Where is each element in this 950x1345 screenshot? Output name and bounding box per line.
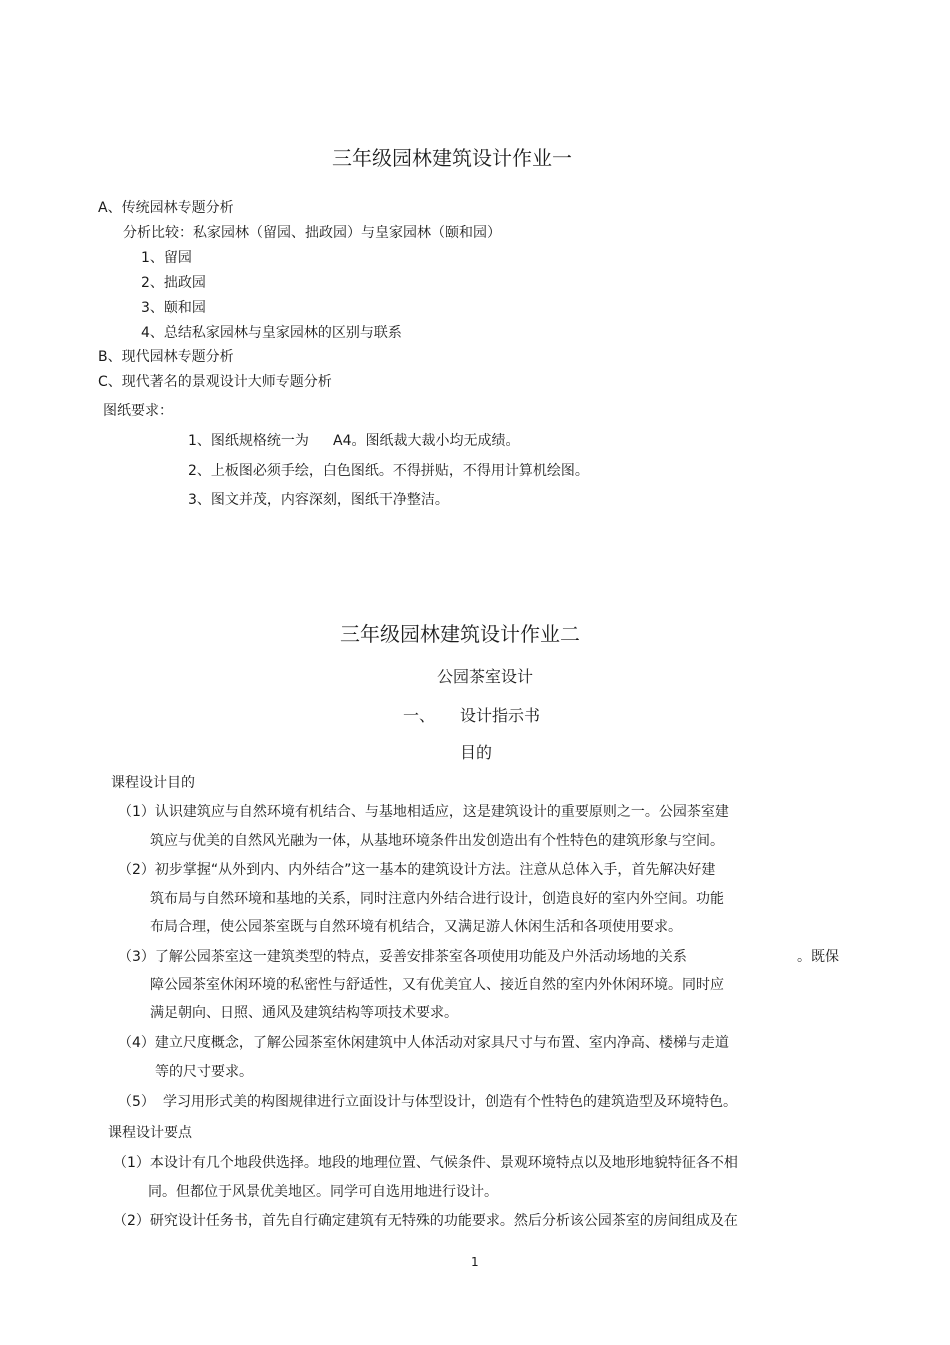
purpose-heading: 目的 [460,743,493,762]
assignment1-title: 三年级园林建筑设计作业一 [332,146,572,170]
drawing-requirements-label: 图纸要求： [103,403,173,419]
goal-2-line-2: 筑布局与自然环境和基地的关系，同时注意内外结合进行设计，创造良好的室内外空间。功能 [150,891,724,907]
goal-1-line-2: 筑应与优美的自然风光融为一体，从基地环境条件出发创造出有个性特色的建筑形象与空间。 [150,833,724,849]
goal-4-line-1: （4）建立尺度概念，了解公园茶室休闲建筑中人体活动对家具尺寸与布置、室内净高、楼梯与走道 [118,1035,729,1051]
requirement-1-part-b: A4。图纸裁大裁小均无成绩。 [333,433,520,449]
goal-3-line-3: 满足朝向、日照、通风及建筑结构等项技术要求。 [150,1005,458,1021]
point-2-line-1: （2）研究设计任务书，首先自行确定建筑有无特殊的功能要求。然后分析该公园茶室的房间组成及在 [113,1213,738,1229]
goal-3-line-2: 障公园茶室休闲环境的私密性与舒适性，又有优美宜人、接近自然的室内外休闲环境。同时应 [150,977,724,993]
point-1-line-1: （1）本设计有几个地段供选择。地段的地理位置、气候条件、景观环境特点以及地形地貌特征各不相 [113,1155,738,1171]
section-a-item: 1、留园 [141,250,192,266]
goal-label: 课程设计目的 [111,775,195,791]
goal-5-line-1: 学习用形式美的构图规律进行立面设计与体型设计，创造有个性特色的建筑造型及环境特色。 [163,1094,737,1110]
points-label: 课程设计要点 [108,1125,192,1141]
page-number: 1 [471,1255,479,1269]
section-title: 设计指示书 [460,706,541,725]
section-a-heading: A、传统园林专题分析 [98,200,234,216]
assignment2-title: 三年级园林建筑设计作业二 [340,622,580,646]
goal-2-line-3: 布局合理，使公园茶室既与自然环境有机结合，又满足游人休闲生活和各项使用要求。 [150,919,682,935]
assignment2-subtitle: 公园茶室设计 [437,667,534,686]
goal-4-line-2: 等的尺寸要求。 [155,1064,253,1080]
requirement-2: 2、上板图必须手绘，白色图纸。不得拼贴，不得用计算机绘图。 [188,463,589,479]
requirement-1-part-a: 1、图纸规格统一为 [188,433,309,449]
section-a-compare: 分析比较：私家园林（留园、拙政园）与皇家园林（颐和园） [123,225,501,241]
goal-3-line-1-end: 。既保 [797,949,839,965]
goal-2-line-1: （2）初步掌握“从外到内、内外结合”这一基本的建筑设计方法。注意从总体入手，首先解决好建 [118,862,716,878]
section-b-heading: B、现代园林专题分析 [98,349,234,365]
section-number: 一、 [403,706,436,725]
section-c-heading: C、现代著名的景观设计大师专题分析 [98,374,332,390]
goal-3-line-1: （3）了解公园茶室这一建筑类型的特点，妥善安排茶室各项使用功能及户外活动场地的关系 [118,949,687,965]
section-a-item: 2、拙政园 [141,275,206,291]
requirement-3: 3、图文并茂，内容深刻，图纸干净整洁。 [188,492,449,508]
goal-5-number: （5） [118,1094,155,1110]
goal-1-line-1: （1）认识建筑应与自然环境有机结合、与基地相适应，这是建筑设计的重要原则之一。公园茶室建 [118,804,729,820]
section-a-item: 3、颐和园 [141,300,206,316]
section-a-item: 4、总结私家园林与皇家园林的区别与联系 [141,325,402,341]
point-1-line-2: 同。但都位于风景优美地区。同学可自选用地进行设计。 [148,1184,498,1200]
